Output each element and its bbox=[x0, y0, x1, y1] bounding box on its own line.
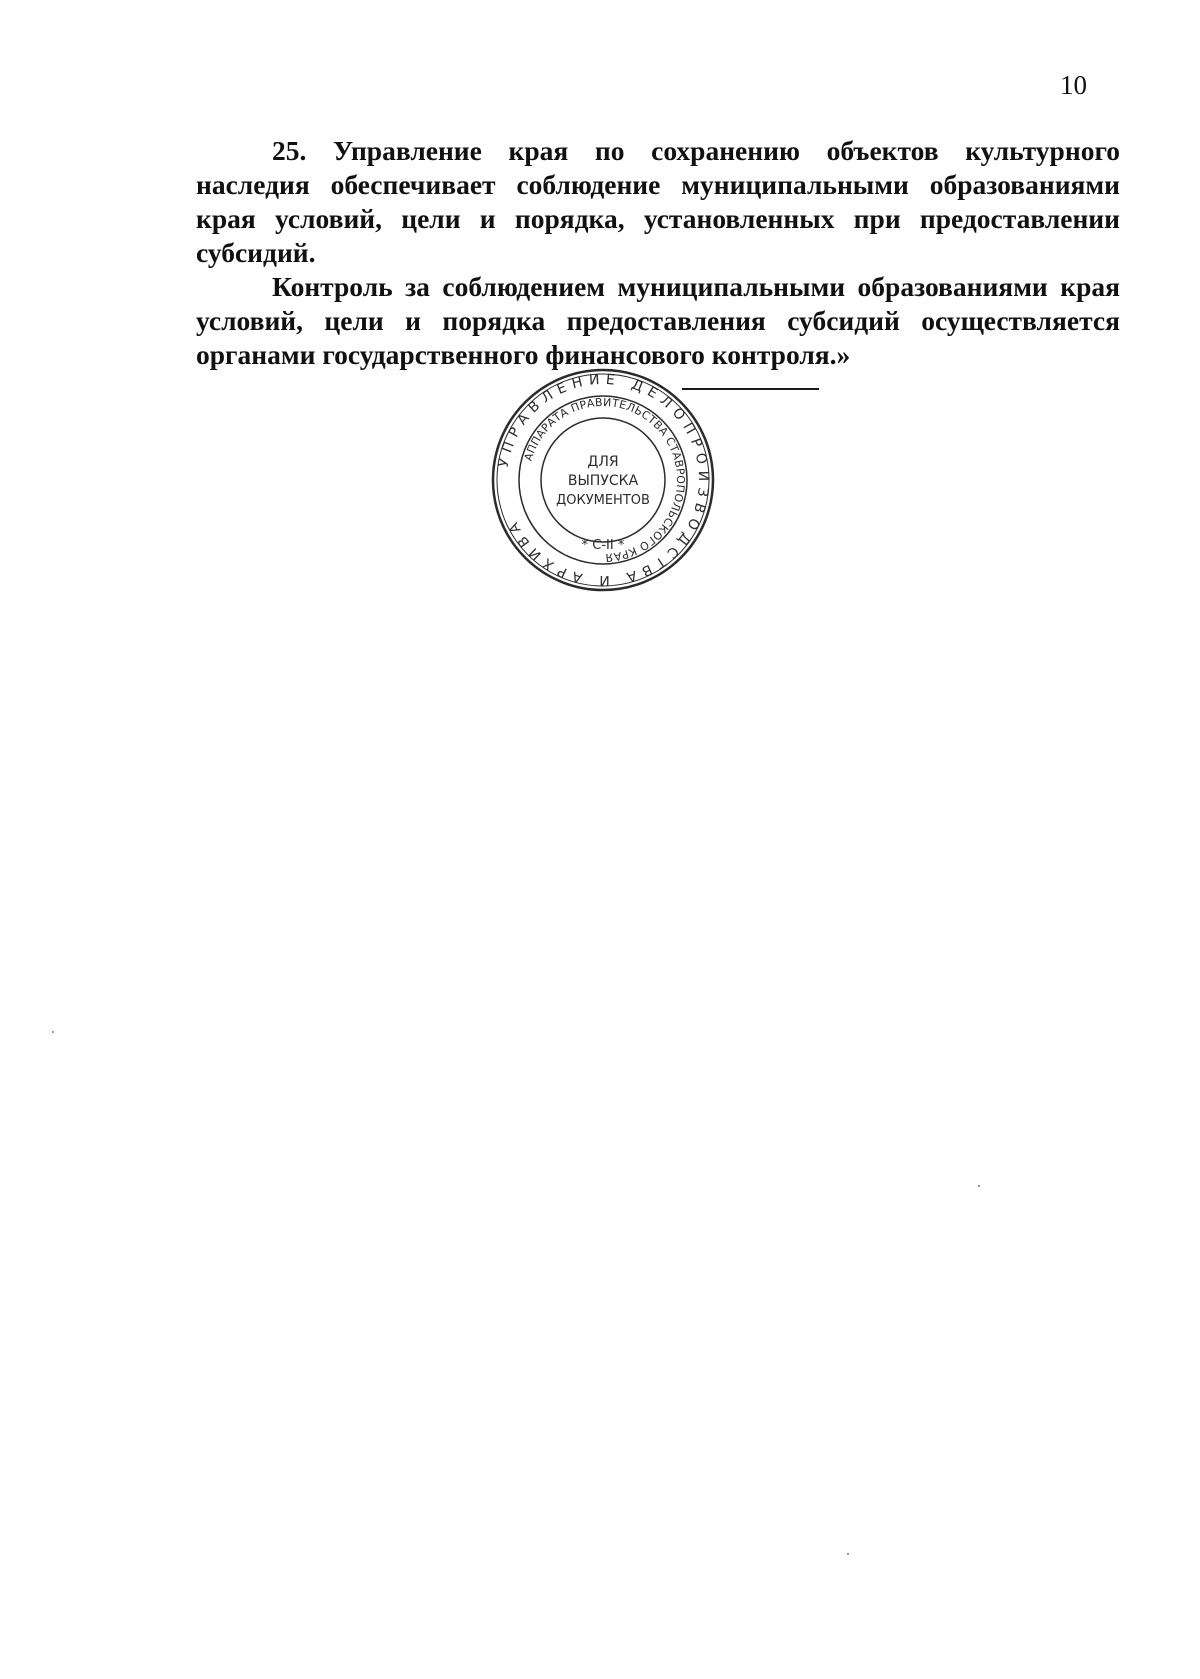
seal-code: * С-II * bbox=[581, 538, 625, 553]
document-body bbox=[196, 134, 1120, 372]
page-number: 10 bbox=[1060, 70, 1087, 100]
seal-outer-text: УПРАВЛЕНИЕ ДЕЛОПРОИЗВОДСТВА И АРХИВА bbox=[495, 371, 712, 589]
paragraph-subsidy-compliance: 25. Управление края по сохранению объектов культурного наследия обеспечивает соблюдение муниципальными образованиями края условий, цели и порядка, установленных при предоставлении субсидий. bbox=[196, 135, 1120, 268]
seal-center-line-3: ДОКУМЕНТОВ bbox=[556, 493, 650, 508]
seal-inner-text: АППАРАТА ПРАВИТЕЛЬСТВА СТАВРОПОЛЬСКОГО КРАЯ bbox=[521, 395, 688, 565]
scan-speck bbox=[52, 1031, 54, 1033]
seal-center-line-2: ВЫПУСКА bbox=[567, 473, 639, 489]
seal-center-line-1: ДЛЯ bbox=[587, 454, 619, 470]
scan-speck bbox=[847, 1553, 849, 1555]
round-seal-icon bbox=[491, 368, 715, 592]
paragraph-financial-control: Контроль за соблюдением муниципальными образованиями края условий, цели и порядка предоставления субсидий осуществляется органами государственного финансового контроля.» bbox=[196, 271, 1120, 370]
scan-speck bbox=[978, 1185, 980, 1187]
